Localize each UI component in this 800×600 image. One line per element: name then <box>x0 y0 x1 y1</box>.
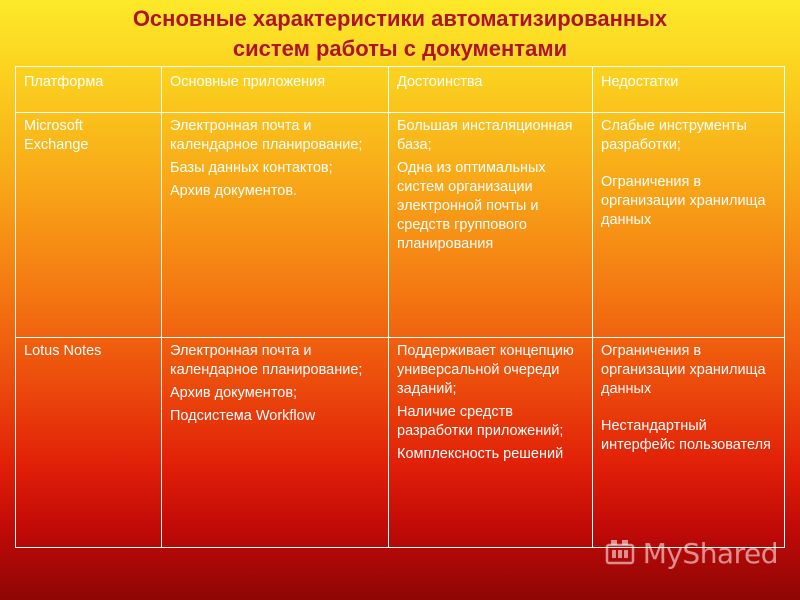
disadvantage-item: Ограничения в организации хранилища данных <box>601 343 766 397</box>
slide-title-line-2: систем работы с документами <box>232 36 568 61</box>
table-header-row <box>16 67 785 113</box>
myshared-logo-icon <box>603 536 637 570</box>
application-item: Архив документов. <box>170 183 298 199</box>
advantage-item: Наличие средств разработки приложений; <box>397 404 564 439</box>
table-row <box>16 338 785 548</box>
application-item: Базы данных контактов; <box>170 160 333 176</box>
platform-text: Lotus Notes <box>24 343 102 359</box>
header-advantages: Достоинства <box>389 67 593 113</box>
advantage-item: Комплексность решений <box>397 446 564 462</box>
cell-disadvantages <box>593 113 785 338</box>
platform-text: Exchange <box>24 137 89 153</box>
cell-platform <box>16 338 162 548</box>
cell-applications <box>162 113 389 338</box>
application-item: Архив документов; <box>170 385 298 401</box>
cell-platform <box>16 113 162 338</box>
advantage-item: Поддерживает концепцию универсальной очереди заданий; <box>397 343 574 397</box>
watermark-text: MyShared <box>642 536 778 570</box>
advantage-item: Большая инсталяционная база; <box>397 118 573 153</box>
slide-title-line-1: Основные характеристики автоматизированных <box>132 6 668 31</box>
application-item: Электронная почта и календарное планирование; <box>170 118 363 153</box>
header-disadvantages: Недостатки <box>593 67 785 113</box>
advantage-item: Одна из оптимальных систем организации электронной почты и средств группового планирования <box>397 160 546 252</box>
platform-text: Microsoft <box>24 118 83 134</box>
cell-disadvantages <box>593 338 785 548</box>
application-item: Электронная почта и календарное планирование; <box>170 343 363 378</box>
disadvantage-item: Нестандартный интерфейс пользователя <box>601 418 771 453</box>
header-platform: Платформа <box>16 67 162 113</box>
slide-title <box>0 4 800 64</box>
disadvantage-item: Ограничения в организации хранилища данных <box>601 174 766 228</box>
disadvantage-item: Слабые инструменты разработки; <box>601 118 747 153</box>
myshared-watermark <box>603 536 778 570</box>
header-applications: Основные приложения <box>162 67 389 113</box>
cell-advantages <box>389 338 593 548</box>
table-row <box>16 113 785 338</box>
comparison-table <box>15 66 785 548</box>
application-item: Подсистема Workflow <box>170 408 316 424</box>
cell-advantages <box>389 113 593 338</box>
cell-applications <box>162 338 389 548</box>
